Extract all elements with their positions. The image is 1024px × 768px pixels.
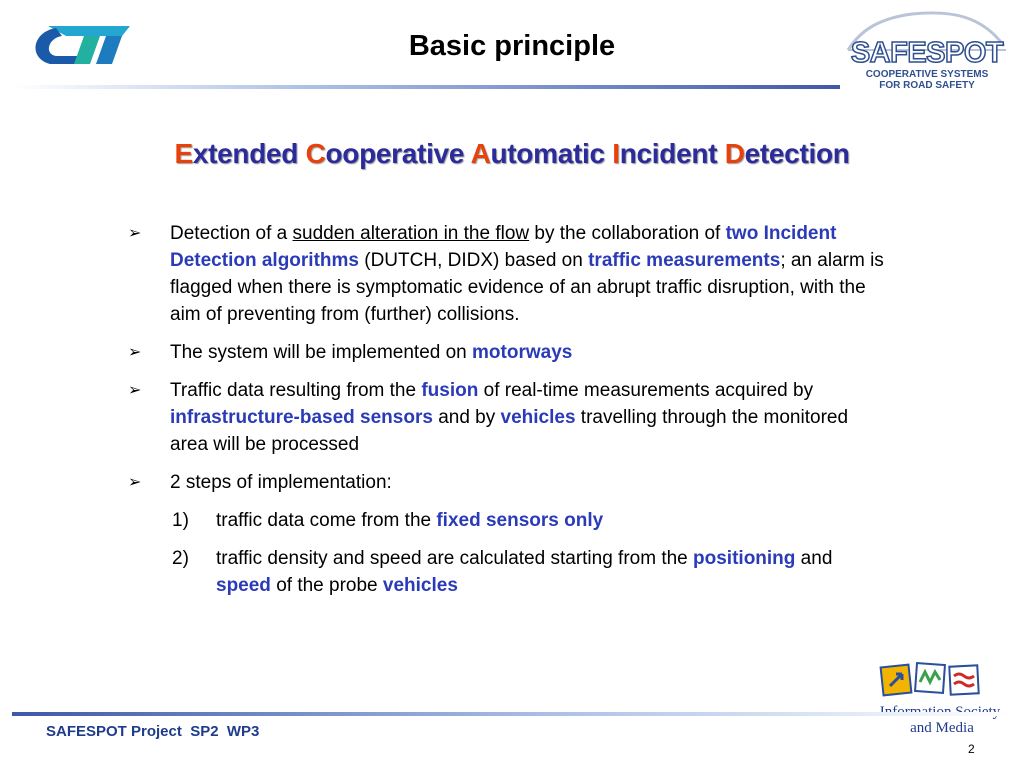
arrow-bullet-icon: ➢ xyxy=(128,225,142,242)
arrow-bullet-icon: ➢ xyxy=(128,344,142,361)
arrow-bullet-icon: ➢ xyxy=(128,474,142,491)
bullet-list xyxy=(128,220,888,610)
step-number: 2) xyxy=(172,548,189,569)
bullet-item: ➢ Traffic data resulting from the fusion of real-time measurements acquired by infrastructure-based sensors and by vehicles travelling through the monitored area will be processed xyxy=(128,377,888,458)
bullet-item: ➢ Detection of a sudden alteration in the flow by the collaboration of two Incident Detection algorithms (DUTCH, DIDX) based on traffic measurements; an alarm is flagged when there is symptomatic evidence of an abrupt traffic disruption, with the aim of preventing from (further) collisions. xyxy=(128,220,888,328)
subtitle-word: Incident xyxy=(612,138,718,169)
subtitle-word: Detection xyxy=(724,138,850,169)
subtitle-word: Automatic xyxy=(470,138,605,169)
safespot-logo-icon xyxy=(842,6,1012,92)
safespot-tagline-2: FOR ROAD SAFETY xyxy=(879,80,975,91)
information-society-logo-icon xyxy=(862,658,1018,736)
step-number: 1) xyxy=(172,510,189,531)
subtitle xyxy=(0,138,1024,170)
arrow-bullet-icon: ➢ xyxy=(128,382,142,399)
header-divider xyxy=(12,85,840,89)
footer-project-label: SAFESPOT Project SP2 WP3 xyxy=(46,723,260,740)
safespot-tagline-1: COOPERATIVE SYSTEMS xyxy=(865,69,989,80)
footer-divider xyxy=(12,712,1012,716)
ism-line-2: and Media xyxy=(910,720,974,736)
safespot-wordmark: SAFESPOT xyxy=(850,37,1004,69)
numbered-step: 1) traffic data come from the fixed sensors only xyxy=(128,507,888,534)
slide-title: Basic principle xyxy=(408,30,616,62)
bullet-item: ➢ 2 steps of implementation: xyxy=(128,469,888,496)
page-number: 2 xyxy=(968,742,975,756)
bullet-item: ➢ The system will be implemented on motorways xyxy=(128,339,888,366)
subtitle-word: Extended xyxy=(174,138,299,169)
subtitle-word: Cooperative xyxy=(305,138,465,169)
numbered-step: 2) traffic density and speed are calculated starting from the positioning and speed of the probe vehicles xyxy=(128,545,888,599)
